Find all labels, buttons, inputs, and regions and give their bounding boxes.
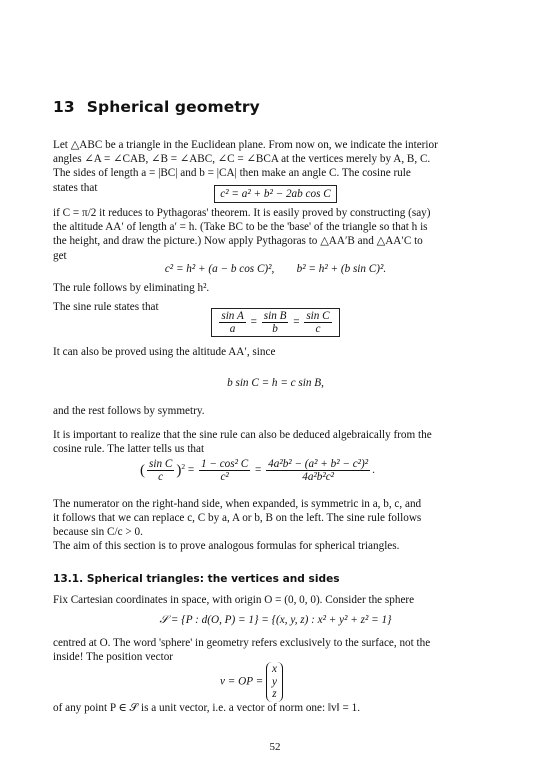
- paragraph-unit-vector: of any point P ∈ 𝒮 is a unit vector, i.e. a vector of norm one: ‖v‖ = 1.: [53, 702, 361, 714]
- surface-line-2: inside! The position vector: [53, 651, 174, 664]
- paragraph-surface: [53, 636, 498, 664]
- vector-x: x: [271, 663, 277, 675]
- vector-column: [266, 662, 283, 702]
- section-title-text: Spherical geometry: [86, 98, 260, 116]
- sphere-equation: 𝒮 = {P : d(O, P) = 1} = {(x, y, z) : x² + y² + z² = 1}: [159, 614, 392, 626]
- alg-mid-num: 1 − cos² C: [200, 458, 249, 470]
- section-number: 13: [53, 98, 75, 116]
- vector-z: z: [272, 688, 277, 700]
- paragraph-coordinates: Fix Cartesian coordinates in space, with origin O = (0, 0, 0). Consider the sphere: [53, 594, 415, 606]
- altitude-equation: b sin C = h = c sin B,: [227, 377, 324, 389]
- paragraph-aim: The aim of this section is to prove analogous formulas for spherical triangles.: [53, 540, 400, 552]
- alg-rhs-den: 4a²b²c²: [302, 471, 335, 483]
- vector-lhs: v = OP =: [220, 675, 264, 688]
- cosine-rule-display: [53, 185, 498, 203]
- alg-line-1: It is important to realize that the sine rule can also be deduced algebraically from the: [53, 429, 432, 441]
- num-line-3: because sin C/c > 0.: [53, 526, 143, 539]
- sine-rule-intro: The sine rule states that: [53, 301, 159, 313]
- intro-line-1: Let △ABC be a triangle in the Euclidean plane. From now on, we indicate the interior: [53, 139, 438, 151]
- pyth-line-2: the altitude AA′ of length a′ = h. (Take BC to be the 'base' of the triangle so that h is: [53, 221, 428, 234]
- num-line-2: it follows that we can replace c, C by a, A or b, B on the left. The sine rule follows: [53, 512, 422, 525]
- page-number: 52: [269, 741, 281, 753]
- section-title: [53, 100, 260, 114]
- pythagoras-equations: c² = h² + (a − b cos C)², b² = h² + (b sin C)².: [164, 263, 387, 275]
- sine-rule-display: [53, 308, 498, 337]
- subsection-heading: 13.1. Spherical triangles: the vertices and sides: [53, 573, 340, 585]
- alg-line-2: cosine rule. The latter tells us that: [53, 443, 205, 456]
- intro-line-4: states that: [53, 181, 98, 194]
- num-line-1: The numerator on the right-hand side, when expanded, is symmetric in a, b, c, and: [53, 498, 422, 510]
- sine-den-1: a: [229, 323, 236, 335]
- pyth-line-4: get: [53, 249, 67, 262]
- paragraph-symmetry: and the rest follows by symmetry.: [53, 405, 205, 417]
- surface-line-1: centred at O. The word 'sphere' in geometry refers exclusively to the surface, not the: [53, 637, 431, 649]
- sine-rule-box: $\frac{\text{sin A}}{a}$ = $\frac{\text{sin B}}{b}$ = $\frac{\text{sin C}}{c}$: [211, 308, 339, 337]
- sine-den-2: b: [272, 323, 278, 335]
- paragraph-pythagoras: [53, 206, 498, 263]
- alg-mid-den: c²: [220, 471, 229, 483]
- intro-line-2: angles ∠A = ∠CAB, ∠B = ∠ABC, ∠C = ∠BCA at the vertices merely by A, B, C.: [53, 153, 431, 166]
- sine-num-3: sin C: [306, 310, 330, 322]
- cosine-rule-box: c² = a² + b² − 2ab cos C: [214, 185, 336, 203]
- sine-num-1: sin A: [221, 310, 244, 322]
- sine-num-2: sin B: [263, 310, 287, 322]
- alg-rhs-num: 4a²b² − (a² + b² − c²)²: [268, 458, 369, 470]
- algebraic-equation: ( $\frac{\text{sin C}}{c}$ )$^2$ = $\frac{\text{1 − cos² C}}{\text{c²}}$ = $\frac{\text{4a²b² − (a² + b² − c²)²}}{\text{4a²b²c²}}$ .: [140, 458, 375, 483]
- paragraph-eliminate: The rule follows by eliminating h².: [53, 282, 210, 294]
- sine-den-3: c: [315, 323, 321, 335]
- pyth-line-3: the height, and draw the picture.) Now apply Pythagoras to △AA′B and △AA′C to: [53, 235, 423, 248]
- alg-lhs-den: c: [158, 471, 164, 483]
- paragraph-algebraic: [53, 428, 498, 456]
- alg-lhs-num: sin C: [149, 458, 173, 470]
- pyth-line-1: if C = π/2 it reduces to Pythagoras' theorem. It is easily proved by constructing (say): [53, 207, 431, 219]
- paragraph-numerator: [53, 497, 498, 540]
- position-vector-equation: [220, 662, 380, 702]
- intro-line-3: The sides of length a = |BC| and b = |CA| then make an angle C. The cosine rule: [53, 167, 411, 180]
- paragraph-altitude: It can also be proved using the altitude AA′, since: [53, 346, 276, 358]
- vector-y: y: [271, 675, 277, 688]
